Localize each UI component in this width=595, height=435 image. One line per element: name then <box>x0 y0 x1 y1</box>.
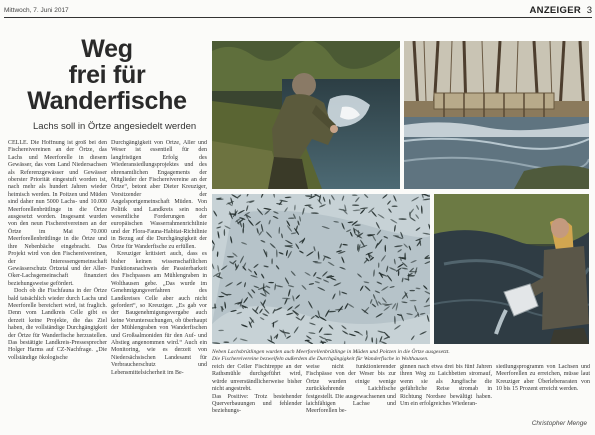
article-column-6: siedlungsprogramm von Lachsen und Meerforellen zu erreichen, müsse laut Kreuziger aber Überlebensraten von 10 bis 15 Prozent erreicht werden. <box>496 364 590 393</box>
section-name: ANZEIGER <box>529 5 581 16</box>
article-column-4: weise nicht funktionierender Fischpässe von der Weser bis zur Örtze wurden einige wenige zurückkehrende Laichfische festgestellt. Die ausgewachsenen und laichfähigen Lachse und Meerforellen be- <box>306 364 396 415</box>
fish-fry <box>392 206 398 207</box>
photo-credit: Christopher Menge <box>531 420 587 427</box>
page-number: 3 <box>586 5 592 16</box>
fish-fry <box>409 290 415 291</box>
headline <box>14 36 200 114</box>
paragraph: Durchgängigkeit von Örtze, Aller und Weser ist essentiell für den langfristigen Erfolg des Wiederansiedlungsprojektes und des ehrenamtlichen Engagements der Mitglieder der Fischereivereine an der Örtze“, betont aber Dieter Kreuziger, Vorsitzender der Angelsportgemeinschaft Müden. Von Politik und Landkreis sein noch wesentliche Forderungen der europäischen Wasserrahmenrichtlinie und der Flora-Fauna-Habitat-Richtlinie in Bezug auf die Durchgängigkeit der Örtze für Wanderfische zu erfüllen. <box>111 140 207 250</box>
paragraph: Doch ob die Fischfauna in der Örtze bald tatsächlich wieder durch Lachs und Meerforelle bereichert wird, ist fraglich. Denn vom Landkreis Celle gibt es derzeit keine Projekte, die das Ziel haben, die vollständige Durchgängigkeit der Örtze für Wanderfische herzustellen. Das bestätigte Landkreis-Pressesprecher Holger Harms auf CZ-Nachfrage. „Die vollständige ökologische <box>8 288 107 361</box>
headline-line: Wanderfische <box>27 87 187 115</box>
photo-fish-fry-in-water <box>212 194 430 344</box>
article-column-3: reich der Celler Fischtreppe an der Rathsmühle durchgeführt wird, würde unverständlicherweise bisher nicht angestrebt. Das Positive: Trotz bestehender Querverbauungen und fehlender beziehungs- <box>212 364 302 415</box>
photo-caption <box>212 349 592 363</box>
header-rule <box>4 17 592 18</box>
photo-woman-pouring-bucket <box>434 194 589 344</box>
article-column-5: ginnen nach etwa drei bis fünf Jahren ihren Weg zu Laichbetten stromauf, wenn sie als Jungfische die gefährliche Reise stromab in Richtung Nordsee bewältigt haben. Um ein erfolgreiches Wiederan- <box>400 364 492 408</box>
article-column-2 <box>111 140 207 430</box>
photo-weir-fish-pass <box>404 41 589 189</box>
paragraph: Kreuziger kritisiert auch, dass es bisher keinen wissenschaftlichen Funktionsnachweis der Passierbarkeit des Fischpasses am Mühlengraben in Wolthausen gebe. „Das wurde im Genehmigungsverfahren des Landkreises Celle aber auch nicht gefordert“, so Kreuziger. „Es gab vor der Baugenehmigungsvergabe auch keine Voruntersuchungen, ob überhaupt der Mühlengraben von Wanderfischen und Großsalmoniden für den Auf- und Abstieg angenommen wird.“ Auch ein Monitoring, wie es derzeit von Niedersächsischen Landesamt für Verbraucherschutz und Lebensmittelsicherheit im Be- <box>111 251 207 376</box>
headline-line: frei für <box>68 61 146 89</box>
article-column-1 <box>8 140 107 430</box>
paragraph: CELLE. Die Hoffnung ist groß bei den Fischereivereinen an der Örtze, das Lachs und Meerforelle in diesem Gewässer, das vom Land Niedersachsen als Referenzgewässer und Gewässer oberster Priorität eingestuft worden ist, nach mehr als hundert Jahren wieder heimisch werden. In Poitzen und Müden sind daher nun 5000 Lachs- und 10.000 Meerforellenbrütlinge in die Örtze ausgesetzt worden. Insgesamt wurden von den neun Fischereivereinen an der Örtze im Mai 70.000 Meerforellenbrütlinge in die Örtze und ihre Nebenbäche eingebracht. Das Projekt wird von den Fischereivereinen, der Interessengemeinschaft Gewässerschutz Örtzetal und der Aller-Oker-Lachsgemeinschaft finanziert beziehungsweise gefördert. <box>8 140 107 287</box>
issue-date: Mittwoch, 7. Juni 2017 <box>4 7 69 14</box>
photo-man-releasing-fish <box>212 41 400 189</box>
caption-line: Neben Lachsbrütlingen wurden auch Meerforellenbrütlinge in Müden und Poitzen in die Örtze ausgesetzt. <box>212 349 450 355</box>
fish-fry <box>323 334 332 335</box>
caption-line: Die Fischereivereine bezweifeln außerdem die Durchgängigkeit für Wanderfische in Wolthausen. <box>212 356 429 362</box>
subheadline: Lachs soll in Örtze angesiedelt werden <box>33 121 197 132</box>
headline-line: Weg <box>81 35 133 63</box>
